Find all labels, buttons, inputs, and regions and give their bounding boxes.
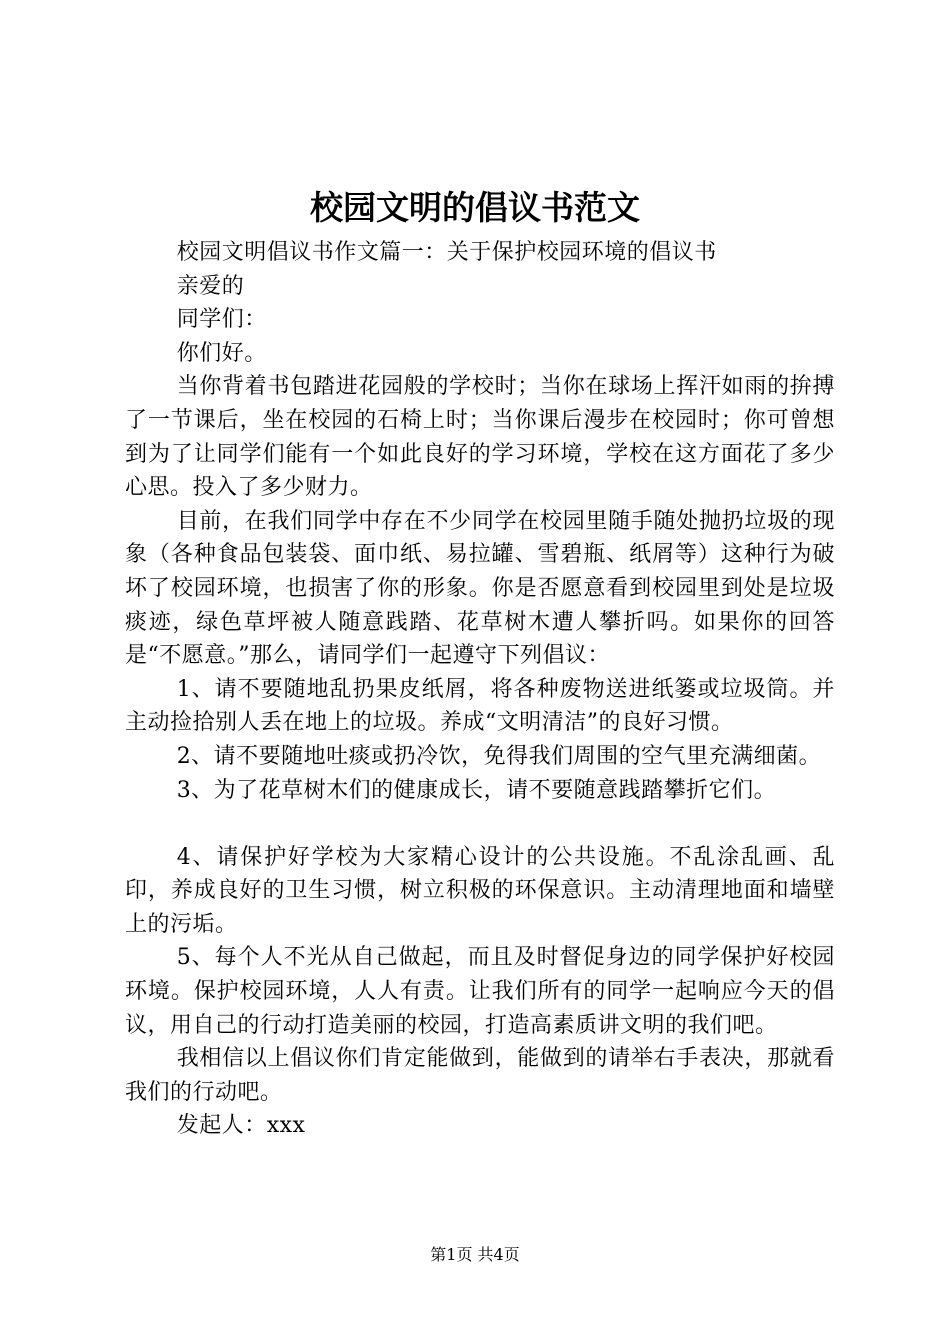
paragraph-initiator: 发起人：xxx <box>176 1113 306 1139</box>
page-footer: 第1页 共4页 <box>430 1245 520 1264</box>
paragraph-intro: 当你背着书包踏进花园般的学校时；当你在球场上挥汗如雨的拚搏了一节课后，坐在校园的石椅上时；当你课后漫步在校园时；你可曾想到为了让同学们能有一个如此良好的学习环境，学校在这方面花了多少心思。投入了多少财力。 <box>125 374 835 501</box>
paragraph-salutation-1: 亲爱的 <box>176 273 245 299</box>
document-body <box>125 236 835 1143</box>
paragraph-proposal-1: 1、请不要随地乱扔果皮纸屑，将各种废物送进纸篓或垃圾筒。并主动捡拾别人丢在地上的垃圾。养成“文明清洁”的良好习惯。 <box>125 676 835 736</box>
paragraph-heading: 校园文明倡议书作文篇一：关于保护校园环境的倡议书 <box>176 240 717 265</box>
paragraph-salutation-2: 同学们： <box>176 307 267 333</box>
paragraph-closing: 我相信以上倡议你们肯定能做到，能做到的请举右手表决，那就看我们的行动吧。 <box>125 1046 835 1105</box>
paragraph-proposal-4: 4、请保护好学校为大家精心设计的公共设施。不乱涂乱画、乱印，养成良好的卫生习惯，树立积极的环保意识。主动清理地面和墙壁上的污垢。 <box>125 844 835 937</box>
paragraph-current-situation: 目前，在我们同学中存在不少同学在校园里随手随处抛扔垃圾的现象（各种食品包装袋、面巾纸、易拉罐、雪碧瓶、纸屑等）这种行为破坏了校园环境，也损害了你的形象。你是否愿意看到校园里到处是垃圾痰迹，绿色草坪被人随意践踏、花草树木遭人攀折吗。如果你的回答是“不愿意。”那么，请同学们一起遵守下列倡议： <box>125 508 835 669</box>
paragraph-proposal-2: 2、请不要随地吐痰或扔冷饮，免得我们周围的空气里充满细菌。 <box>176 743 822 769</box>
paragraph-greeting: 你们好。 <box>176 340 267 366</box>
paragraph-proposal-5: 5、每个人不光从自己做起，而且及时督促身边的同学保护好校园环境。保护校园环境，人人有责。让我们所有的同学一起响应今天的倡议，用自己的行动打造美丽的校园，打造高素质讲文明的我们吧。 <box>125 945 835 1038</box>
paragraph-proposal-3: 3、为了花草树木们的健康成长，请不要随意践踏攀折它们。 <box>176 777 777 803</box>
document-title: 校园文明的倡议书范文 <box>310 188 640 227</box>
paragraph-blank <box>125 807 835 841</box>
